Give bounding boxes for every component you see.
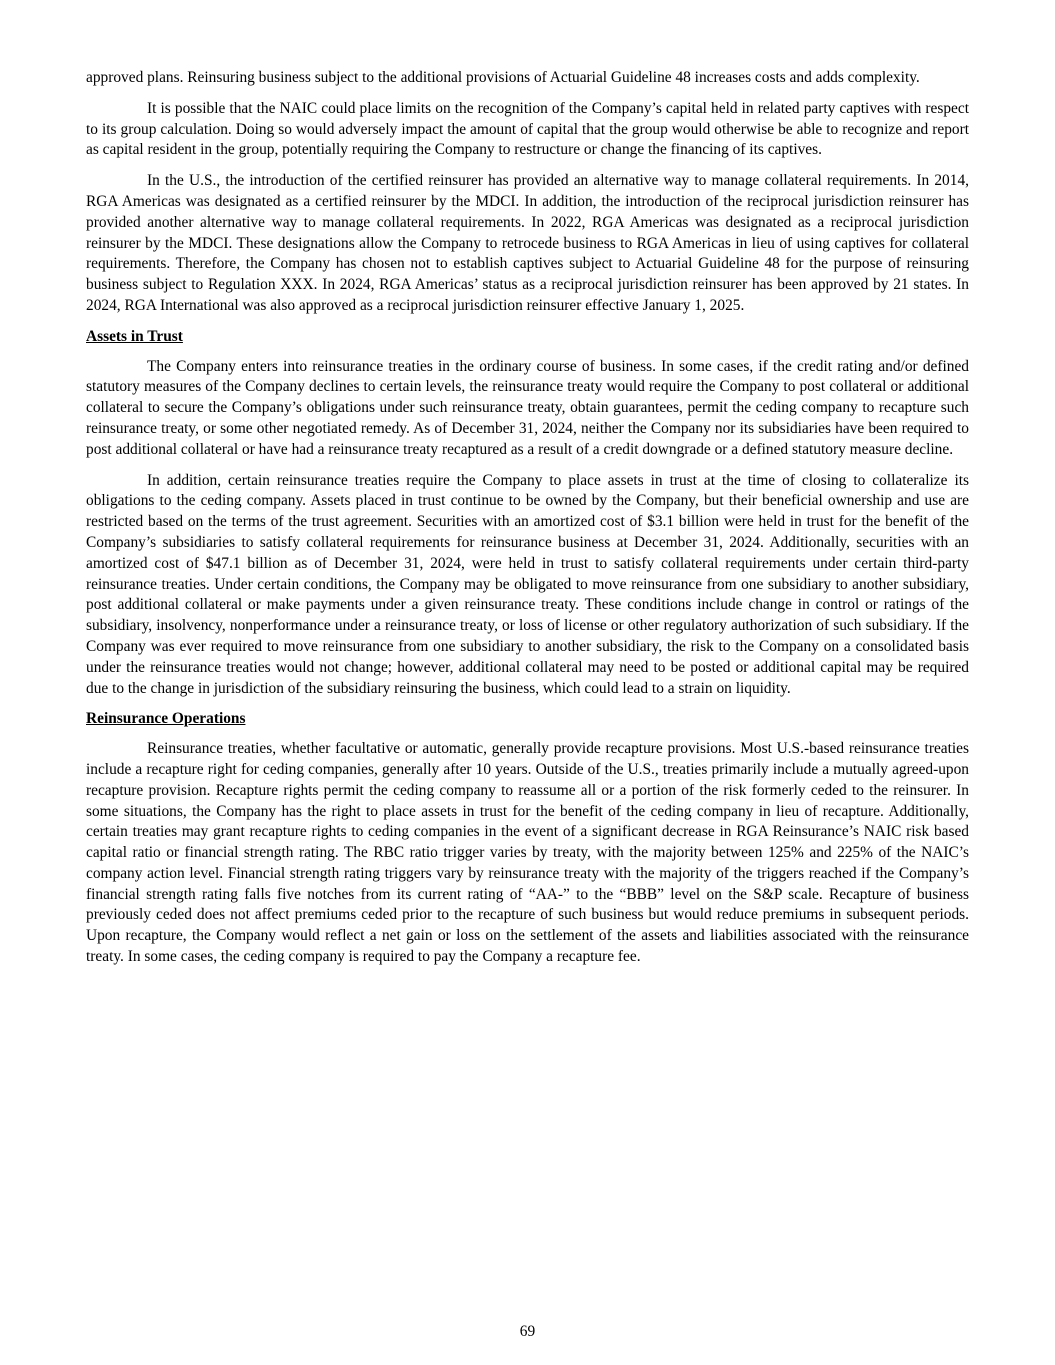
document-body [86,68,969,978]
paragraph-approved-plans: approved plans. Reinsuring business subject to the additional provisions of Actuarial Guideline 48 increases costs and adds complexity. [86,69,920,86]
paragraph-certified-reinsurer: In the U.S., the introduction of the certified reinsurer has provided an alternative way to manage collateral requirements. In 2014, RGA Americas was designated as a certified reinsurer by the MDCI. In addition, the introduction of the reciprocal jurisdiction reinsurer has provided another alternative way to manage collateral requirements. In 2022, RGA Americas was designated as a reciprocal jurisdiction reinsurer by the MDCI. These designations allow the Company to retrocede business to RGA Americas in lieu of using captives for collateral requirements. Therefore, the Company has chosen not to establish captives subject to Actuarial Guideline 48 for the purpose of reinsuring business subject to Regulation XXX. In 2024, RGA Americas’ status as a reciprocal jurisdiction reinsurer has been approved by 21 states. In 2024, RGA International was also approved as a reciprocal jurisdiction reinsurer effective January 1, 2025. [86,172,969,314]
section-heading-reinsurance-operations: Reinsurance Operations [86,710,246,728]
paragraph-assets-placed-in-trust: In addition, certain reinsurance treaties require the Company to place assets in trust at the time of closing to collateralize its obligations to the ceding company. Assets placed in trust continue to be owned by the Company, but their beneficial ownership and use are restricted based on the terms of the trust agreement. Securities with an amortized cost of $3.1 billion were held in trust for the benefit of the Company’s subsidiaries to satisfy collateral requirements for reinsurance business at December 31, 2024. Additionally, securities with an amortized cost of $47.1 billion as of December 31, 2024, were held in trust to satisfy collateral requirements under certain third-party reinsurance treaties. Under certain conditions, the Company may be obligated to move reinsurance from one subsidiary to another subsidiary, post additional collateral or make payments under a given reinsurance treaty. These conditions include change in control or ratings of the subsidiary, insolvency, nonperformance under a reinsurance treaty, or loss of license or other regulatory authorization of such subsidiary. If the Company was ever required to move reinsurance from one subsidiary to another subsidiary, the risk to the Company on a consolidated basis under the reinsurance treaties would not change; however, additional collateral may need to be posted or additional capital may be required due to the change in jurisdiction of the subsidiary reinsuring the business, which could lead to a strain on liquidity. [86,471,969,697]
paragraph-naic-limits: It is possible that the NAIC could place limits on the recognition of the Company’s capital held in related party captives with respect to its group calculation. Doing so would adversely impact the amount of capital that the group would otherwise be able to recognize and report as capital resident in the group, potentially requiring the Company to restructure or change the financing of its captives. [86,99,969,159]
page-number: 69 [519,1323,536,1340]
paragraph-reinsurance-treaties-collateral: The Company enters into reinsurance treaties in the ordinary course of business. In some cases, if the credit rating and/or defined statutory measures of the Company declines to certain levels, the reinsurance treaty would require the Company to post collateral or additional collateral to secure the Company’s obligations under such reinsurance treaty, obtain guarantees, permit the ceding company to recapture such reinsurance treaty, or some other negotiated remedy. As of December 31, 2024, neither the Company nor its subsidiaries have been required to post additional collateral or have had a reinsurance treaty recaptured as a result of a credit downgrade or a defined statutory measure decline. [86,357,969,458]
section-heading-assets-in-trust: Assets in Trust [86,327,183,345]
paragraph-recapture-provisions: Reinsurance treaties, whether facultative or automatic, generally provide recapture provisions. Most U.S.-based reinsurance treaties include a recapture right for ceding companies, generally after 10 years. Outside of the U.S., treaties primarily include a mutually agreed-upon recapture provision. Recapture rights permit the ceding company to reassume all or a portion of the risk formerly ceded to the reinsurer. In some situations, the Company has the right to place assets in trust for the benefit of the ceding company in lieu of recapture. Additionally, certain treaties may grant recapture rights to ceding companies in the event of a significant decrease in RGA Reinsurance’s NAIC risk based capital ratio or financial strength rating. The RBC ratio trigger varies by treaty, with the majority between 125% and 225% of the NAIC’s company action level. Financial strength rating triggers vary by reinsurance treaty with the majority of the triggers reached if the Company’s financial strength rating falls five notches from its current rating of “AA-” to the “BBB” level on the S&P scale. Recapture of business previously ceded does not affect premiums ceded prior to the recapture of such business but would reduce premiums in subsequent periods. Upon recapture, the Company would reflect a net gain or loss on the settlement of the assets and liabilities associated with the reinsurance treaty. In some cases, the ceding company is required to pay the Company a recapture fee. [86,740,969,966]
